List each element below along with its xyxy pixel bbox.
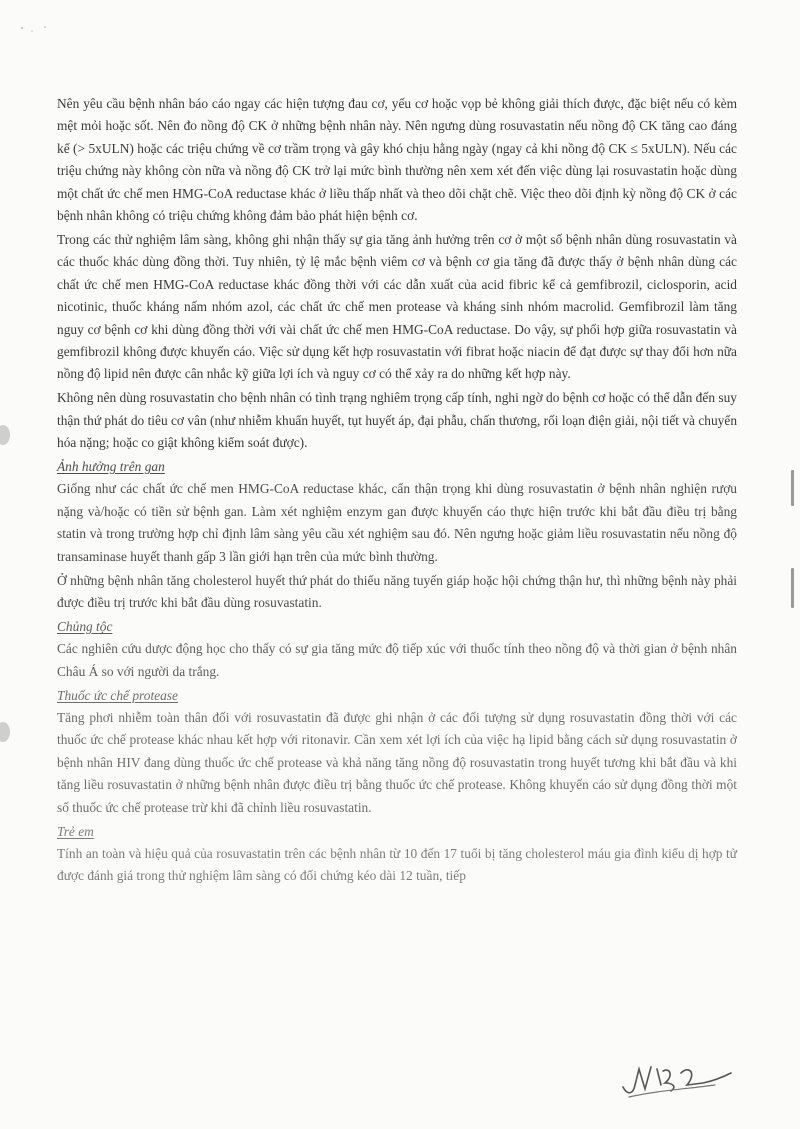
heading-race: Chủng tộc — [57, 618, 113, 634]
paragraph-clinical-trials: Trong các thử nghiệm lâm sàng, không ghi nhận thấy sự gia tăng ảnh hưởng trên cơ ở một số bệnh nhân dùng rosuvastatin và các thuốc khác dùng đồng thời. Tuy nhiên, tỷ lệ mắc bệnh viêm cơ và bệnh cơ gia tăng đã được thấy ở bệnh nhân dùng các chất ức chế men HMG-CoA reductase khác đồng thời với các dẫn xuất của acid fibric kể cả gemfibrozil, ciclosporin, acid nicotinic, thuốc kháng nấm nhóm azol, các chất ức chế men protease và kháng sinh nhóm macrolid. Gemfibrozil làm tăng nguy cơ bệnh cơ khi dùng đồng thời với vài chất ức chế men HMG-CoA reductase. Do vậy, sự phối hợp giữa rosuvastatin và gemfibrozil không được khuyến cáo. Việc sử dụng kết hợp rosuvastatin với fibrat hoặc niacin để đạt được sự thay đổi hơn nữa nồng độ lipid nên được cân nhắc kỹ giữa lợi ích và nguy cơ có thể xảy ra do những kết hợp này. — [57, 231, 737, 382]
heading-liver: Ảnh hưởng trên gan — [57, 459, 165, 474]
heading-protease: Thuốc ức chế protease — [57, 687, 178, 703]
punch-hole-upper — [0, 425, 10, 445]
edge-mark-lower — [791, 568, 794, 608]
paragraph-protease: Tăng phơi nhiễm toàn thân đối với rosuvastatin đã được ghi nhận ở các đối tượng sử dụng rosuvastatin đồng thời với các thuốc ức chế protease khác nhau kết hợp với ritonavir. Cần xem xét lợi ích của việc hạ lipid bằng cách sử dụng rosuvastatin ở bệnh nhân HIV đang dùng thuốc ức chế protease và khả năng tăng nồng độ rosuvastatin trong huyết tương khi bắt đầu và khi tăng liều rosuvastatin ở những bệnh nhân được điều trị bằng thuốc ức chế protease. Không khuyến cáo sử dụng đồng thời một số thuốc ức chế protease trừ khi đã chỉnh liều rosuvastatin. — [57, 709, 737, 815]
paragraph-muscle-symptoms: Nên yêu cầu bệnh nhân báo cáo ngay các hiện tượng đau cơ, yếu cơ hoặc vọp bẻ không giải thích được, đặc biệt nếu có kèm mệt mỏi hoặc sốt. Nên đo nồng độ CK ở những bệnh nhân này. Nên ngưng dùng rosuvastatin nếu nồng độ CK tăng cao đáng kể (> 5xULN) hoặc các triệu chứng về cơ trầm trọng và gây khó chịu hằng ngày (ngay cả khi nồng độ CK ≤ 5xULN). Nếu các triệu chứng này không còn nữa và nồng độ CK trở lại mức bình thường nên xem xét đến việc dùng lại rosuvastatin hoặc dùng một chất ức chế men HMG-CoA reductase khác ở liều thấp nhất và theo dõi chặt chẽ. Việc theo dõi định kỳ nồng độ CK ở các bệnh nhân không có triệu chứng không đảm bảo phát hiện bệnh cơ. — [57, 96, 737, 224]
paragraph-children: Tính an toàn và hiệu quả của rosuvastatin trên các bệnh nhân từ 10 đến 17 tuổi bị tăng cholesterol máu gia đình kiểu dị hợp tử được đánh giá trong thử nghiệm lâm sàng có đối chứng kéo dài 12 tuần, tiếp — [57, 845, 737, 884]
punch-hole-lower — [0, 722, 10, 742]
paragraph-race: Các nghiên cứu dược động học cho thấy có sự gia tăng mức độ tiếp xúc với thuốc tính theo nồng độ và thời gian ở bệnh nhân Châu Á so với người da trắng. — [57, 641, 737, 679]
edge-mark-upper — [791, 470, 794, 506]
heading-children: Trẻ em — [57, 823, 94, 839]
paragraph-contraindication: Không nên dùng rosuvastatin cho bệnh nhân có tình trạng nghiêm trọng cấp tính, nghi ngờ do bệnh cơ hoặc có thể dẫn đến suy thận thứ phát do tiêu cơ vân (như nhiễm khuẩn huyết, tụt huyết áp, đại phẫu, chấn thương, rối loạn điện giải, nội tiết và chuyển hóa nặng; hoặc co giật không kiểm soát được). — [57, 390, 738, 451]
handwritten-signature — [615, 1055, 735, 1103]
corner-specks — [18, 22, 58, 36]
document-body — [57, 93, 737, 889]
paragraph-hypothyroid: Ở những bệnh nhân tăng cholesterol huyết thứ phát do thiểu năng tuyến giáp hoặc hội chứng thận hư, thì những bệnh này phải được điều trị trước khi bắt đầu dùng rosuvastatin. — [57, 572, 737, 610]
paragraph-liver: Giống như các chất ức chế men HMG-CoA reductase khác, cẩn thận trọng khi dùng rosuvastatin ở bệnh nhân nghiện rượu nặng và/hoặc có tiền sử bệnh gan. Làm xét nghiệm enzym gan được khuyến cáo thực hiện trước khi bắt đầu điều trị bằng statin và trong trường hợp chỉ định lâm sàng yêu cầu xét nghiệm sau đó. Nên ngưng hoặc giảm liều rosuvastatin nếu nồng độ transaminase huyết thanh gấp 3 lần giới hạn trên của mức bình thường. — [57, 481, 737, 564]
